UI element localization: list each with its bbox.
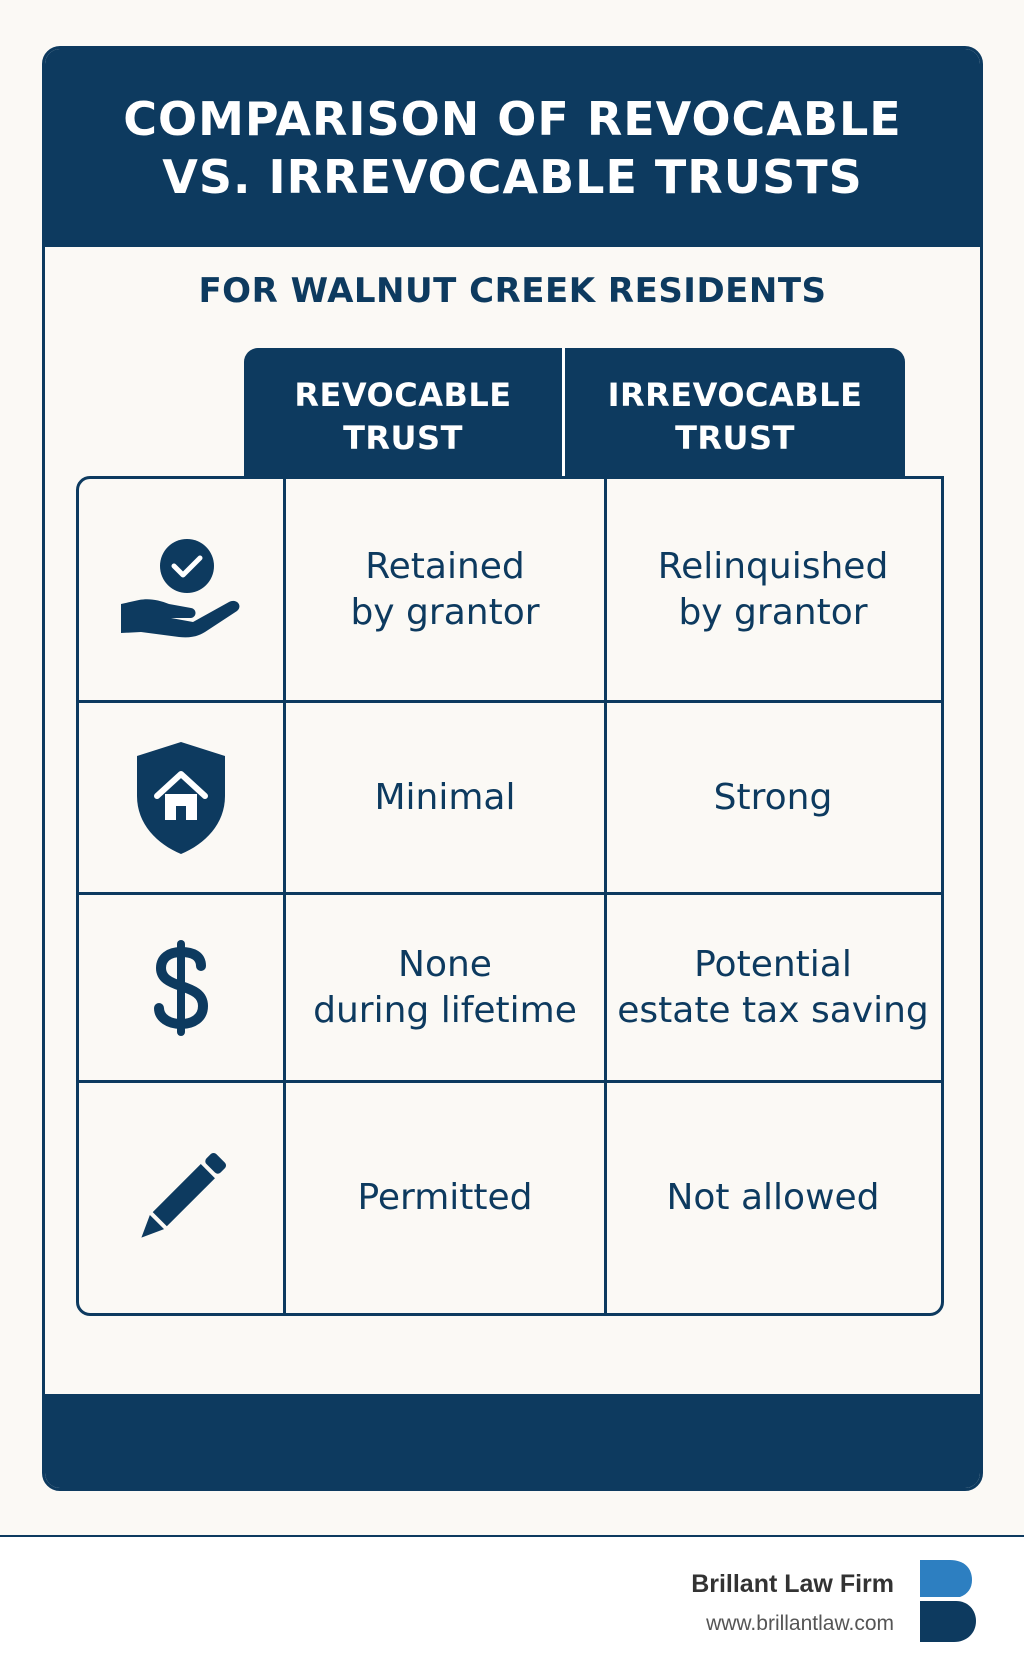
comparison-table [76,476,944,1316]
page-subtitle: FOR WALNUT CREEK RESIDENTS [198,271,827,311]
hand-check-icon [119,538,243,642]
dollar-icon [151,938,211,1038]
row-icon-cell [79,895,286,1080]
column-header-irrevocable: IRREVOCABLE TRUST [607,375,863,457]
comparison-card [42,46,983,1491]
revocable-cell: None during lifetime [286,895,607,1080]
shield-house-icon [133,740,229,856]
page-title: COMPARISON OF REVOCABLE VS. IRREVOCABLE TRUSTS [123,92,902,204]
card-footer-band [45,1394,980,1488]
irrevocable-cell: Potential estate tax saving [617,943,929,1031]
revocable-cell: Permitted [286,1083,607,1313]
brand-url[interactable]: www.brillantlaw.com [706,1612,894,1635]
table-row [79,479,941,703]
table-row [79,895,941,1083]
column-header-revocable: REVOCABLE TRUST [244,348,565,485]
table-row [79,1083,941,1313]
row-icon-cell [79,479,286,700]
table-header [244,348,905,485]
brand-footer [0,1537,1024,1666]
brand-name: Brillant Law Firm [691,1570,894,1598]
revocable-cell: Minimal [286,703,607,892]
irrevocable-cell: Relinquished by grantor [657,545,889,633]
brand-logo-icon [920,1560,976,1642]
revocable-cell: Retained by grantor [286,479,607,700]
row-icon-cell [79,703,286,892]
irrevocable-cell: Not allowed [666,1177,880,1218]
pencil-icon [131,1148,231,1248]
row-icon-cell [79,1083,286,1313]
irrevocable-cell: Strong [713,776,833,818]
card-header [45,49,980,247]
table-row [79,703,941,895]
